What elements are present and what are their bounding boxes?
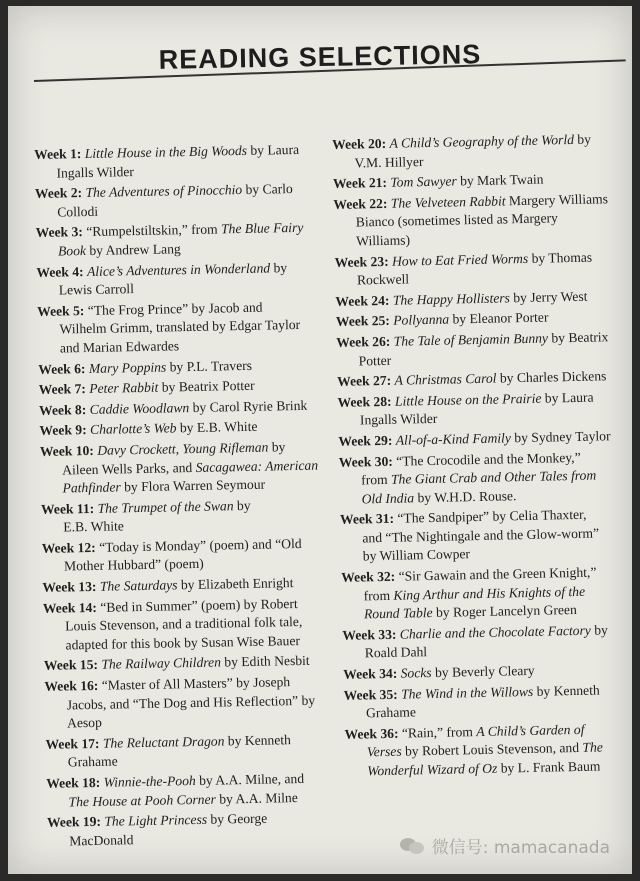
wechat-icon (400, 836, 426, 856)
reading-entry (44, 672, 333, 733)
week-label: Week 17: (45, 735, 104, 752)
week-label: Week 25: (335, 313, 394, 330)
entry-text: by Laura (541, 389, 594, 406)
entry-text: by Sydney Taylor (510, 428, 611, 446)
entry-text: Ingalls Wilder (359, 411, 438, 428)
week-label: Week 3: (35, 224, 87, 241)
entry-text: Wilhelm Grimm, translated by Edgar Taylor (59, 317, 301, 337)
entry-text: from (361, 471, 392, 488)
entry-text: by Beatrix (547, 329, 609, 346)
book-title: The Giant Crab and Other Tales from (390, 467, 597, 487)
entry-text: by William Cowper (362, 546, 471, 564)
entry-text: by Kenneth (224, 731, 292, 749)
entry-text: V.M. Hillyer (354, 153, 424, 171)
reading-list-left-column (34, 140, 336, 853)
entry-text: “The Sandpiper” by Celia Thaxter, (397, 507, 587, 526)
book-title: A Child’s Garden of (476, 721, 585, 739)
book-title: Charlie and the Chocolate Factory (399, 622, 591, 642)
week-label: Week 5: (37, 302, 88, 319)
entry-text: by Beverly Cleary (431, 662, 535, 681)
entry-text: by (269, 259, 288, 276)
week-label: Week 23: (334, 253, 393, 270)
entry-text: by Roger Lancelyn Green (432, 602, 577, 621)
entry-text: Collodi (57, 203, 99, 220)
entry-text: by Kenneth (533, 682, 600, 699)
entry-text: by Laura (246, 141, 300, 158)
entry-text: by W.H.D. Rouse. (413, 487, 517, 506)
week-label: Week 2: (34, 185, 86, 202)
entry-text: by Charles Dickens (496, 368, 607, 386)
week-label: Week 21: (332, 174, 391, 192)
book-title: Tom Sawyer (390, 173, 457, 190)
reading-entry (337, 388, 622, 431)
entry-text: by P.L. Travers (166, 357, 253, 375)
entry-text: Ingalls Wilder (56, 163, 135, 181)
week-label: Week 36: (344, 725, 403, 742)
entry-text: Aesop (66, 715, 102, 731)
entry-text: by A.A. Milne, and (195, 770, 305, 789)
week-label: Week 24: (335, 292, 393, 309)
entry-text: by (233, 497, 251, 513)
entry-text: “Sir Gawain and the Green Knight,” (398, 564, 597, 584)
entry-text: Bianco (sometimes listed as Margery (355, 210, 559, 230)
book-title: The Blue Fairy (220, 220, 304, 237)
entry-text: by Carlo (242, 181, 293, 198)
book-title: Pathfinder (62, 479, 121, 496)
reading-entry (344, 681, 629, 724)
entry-text: MacDonald (69, 831, 134, 849)
book-title: Book (57, 242, 87, 259)
entry-text: “Bed in Summer” (poem) by Robert (100, 595, 298, 615)
entry-text: “Master of All Masters” by Joseph (101, 674, 291, 693)
book-title: Little House in the Big Woods (84, 142, 248, 162)
entry-text: Jacobs, and “The Dog and His Reflection” by (66, 692, 316, 713)
book-title: Wonderful Wizard of Oz (367, 760, 498, 779)
book-page (8, 6, 632, 874)
entry-text: by Beatrix Potter (158, 377, 255, 395)
week-label: Week 35: (343, 686, 402, 703)
book-title: Alice’s Adventures in Wonderland (86, 260, 271, 279)
entry-text: by Carol Ryrie Brink (189, 397, 308, 415)
entry-text: by Mark Twain (456, 171, 544, 189)
reading-entry (332, 130, 617, 173)
week-label: Week 29: (338, 432, 396, 449)
entry-text: adapted for this book by Susan Wise Bauer (65, 632, 301, 653)
reading-entry (47, 809, 336, 852)
wechat-watermark (400, 833, 610, 858)
entry-text: by (590, 622, 608, 638)
book-title: Winnie-the-Pooh (103, 773, 196, 790)
reading-entry (333, 190, 618, 252)
week-label: Week 8: (38, 401, 90, 418)
week-label: Week 33: (342, 626, 400, 643)
book-title: A Child’s Geography of the World (389, 131, 575, 151)
reading-entry (42, 534, 331, 577)
reading-entry (41, 495, 330, 538)
entry-text: and “The Nightingale and the Glow-worm” (362, 525, 600, 546)
reading-entry (339, 447, 624, 509)
book-title: The Velveteen Rabbit (390, 193, 506, 211)
entry-text: by Elizabeth Enright (177, 575, 294, 593)
book-title: The Railway Children (101, 654, 222, 673)
reading-entry (344, 720, 629, 782)
book-title: Pollyanna (393, 311, 450, 329)
book-title: Peter Rabbit (89, 379, 159, 397)
book-title: The Adventures of Pinocchio (85, 182, 243, 201)
entry-text: Lewis Carroll (58, 281, 135, 298)
entry-text: “The Frog Prince” by Jacob and (87, 299, 263, 318)
book-title: Little House on the Prairie (394, 390, 542, 409)
book-title: The Tale of Benjamin Bunny (393, 330, 549, 349)
book-title: Old India (361, 490, 415, 507)
book-title: Socks (400, 665, 432, 681)
week-label: Week 16: (44, 677, 102, 694)
entry-text: by George (206, 810, 268, 827)
week-label: Week 32: (341, 568, 399, 585)
entry-text: Williams) (356, 232, 411, 249)
book-title: Caddie Woodlawn (89, 399, 190, 417)
entry-text: by Robert Louis Stevenson, and (401, 740, 583, 760)
entry-text: Roald Dahl (364, 644, 428, 661)
week-label: Week 19: (46, 813, 105, 831)
book-title: The Wind in the Willows (400, 683, 534, 702)
reading-entry (334, 248, 619, 291)
book-title: The Happy Hollisters (392, 290, 511, 308)
reading-entry (35, 180, 324, 223)
book-title: The Reluctant Dragon (102, 733, 225, 751)
reading-entry (36, 258, 325, 301)
entry-text: Potter (358, 352, 392, 369)
reading-entry (342, 621, 627, 664)
week-label: Week 26: (336, 333, 394, 350)
book-title: Davy Crockett, Young Rifleman (97, 439, 269, 458)
entry-text: “Rumpelstiltskin,” from (86, 221, 222, 240)
entry-text: by Flora Warren Seymour (120, 476, 266, 495)
book-title: The Trumpet of the Swan (97, 497, 234, 516)
week-label: Week 14: (42, 599, 101, 616)
entry-text: Rockwell (356, 271, 410, 288)
week-label: Week 10: (39, 442, 98, 459)
entry-text: “Rain,” from (401, 723, 477, 741)
reading-entry (36, 219, 325, 262)
entry-text: by E.B. White (176, 419, 258, 436)
week-label: Week 28: (337, 393, 396, 410)
entry-text: from (363, 587, 394, 604)
week-label: Week 31: (339, 510, 398, 528)
entry-text: by (573, 131, 592, 147)
week-label: Week 20: (332, 135, 390, 152)
book-title: Charlotte’s Web (89, 420, 177, 438)
page-title: READING SELECTIONS (158, 39, 482, 75)
entry-text: “Today is Monday” (poem) and “Old (98, 535, 302, 555)
week-label: Week 7: (38, 381, 90, 398)
book-title: A Christmas Carol (394, 370, 497, 388)
book-title: Sacagawea: American (195, 457, 319, 475)
reading-entry (40, 437, 329, 498)
week-label: Week 27: (336, 372, 395, 390)
book-title: Mary Poppins (88, 359, 167, 376)
reading-entry (46, 769, 335, 812)
entry-text: and Marian Edwardes (59, 338, 180, 356)
week-label: Week 30: (338, 453, 397, 470)
book-title: The Light Princess (104, 811, 208, 829)
entry-text: Mother Hubbard” (poem) (63, 556, 204, 574)
book-title: The Saturdays (99, 577, 178, 594)
watermark-text: 微信号: mamacanada (431, 838, 610, 858)
reading-list-right-column (332, 130, 629, 783)
entry-text: by Andrew Lang (85, 241, 181, 258)
reading-entry (43, 594, 332, 655)
entry-text: by Eleanor Porter (448, 309, 549, 327)
entry-text: Grahame (67, 753, 118, 770)
entry-text: Louis Stevenson, and a traditional folk tale, (65, 614, 303, 634)
entry-text: E.B. White (63, 518, 125, 535)
week-label: Week 12: (41, 539, 100, 556)
entry-text: Margery Williams (505, 191, 609, 209)
book-title: The House at Pooh Corner (68, 791, 216, 810)
book-title: Round Table (363, 605, 433, 622)
week-label: Week 13: (42, 578, 101, 595)
week-label: Week 22: (333, 195, 391, 212)
book-title: All-of-a-Kind Family (395, 430, 512, 448)
reading-entry (340, 505, 625, 567)
book-title: The (582, 739, 604, 756)
reading-entry (37, 297, 326, 358)
entry-text: by Jerry West (509, 288, 588, 306)
week-label: Week 1: (34, 146, 85, 162)
reading-entry (336, 328, 621, 371)
week-label: Week 34: (343, 665, 401, 682)
entry-text: Grahame (365, 704, 417, 721)
entry-text: Aileen Wells Parks, and (62, 459, 196, 478)
book-title: How to Eat Fried Worms (391, 250, 529, 269)
entry-text: “The Crocodile and the Monkey,” (396, 449, 581, 469)
entry-text: by (268, 439, 286, 455)
book-title: King Arthur and His Knights of the (393, 583, 586, 603)
reading-entry (45, 730, 334, 773)
week-label: Week 4: (36, 263, 88, 280)
entry-text: by L. Frank Baum (497, 758, 601, 776)
week-label: Week 11: (40, 500, 98, 517)
week-label: Week 15: (43, 657, 102, 674)
entry-text: by A.A. Milne (215, 789, 298, 807)
reading-entry (341, 563, 626, 625)
entry-text: by Thomas (528, 249, 593, 266)
book-title: Verses (366, 744, 402, 760)
reading-entry (34, 140, 323, 183)
week-label: Week 6: (38, 360, 90, 377)
week-label: Week 18: (46, 774, 104, 791)
entry-text: by Edith Nesbit (220, 653, 310, 670)
week-label: Week 9: (39, 422, 91, 439)
